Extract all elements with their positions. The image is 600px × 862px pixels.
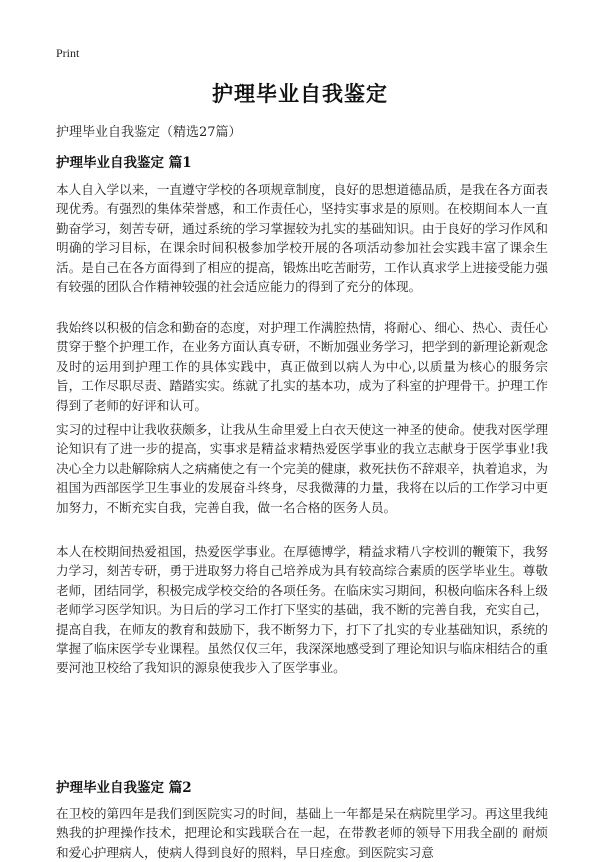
page-title: 护理毕业自我鉴定 — [212, 81, 388, 106]
paragraph-1: 本人自入学以来，一直遵守学校的各项规章制度，良好的思想道德品质，是我在各方面表现优秀。有强烈的集体荣誉感，和工作责任心，坚持实事求是的原则。在校期间本人一直勤奋学习，刻苦专研，通过系统的学习掌握较为扎实的基础知识。由于良好的学习作风和明确的学习目标，在课余时间积极参加学校开展的各项活动参加社会实践丰富了课余生活。是自己在各方面得到了相应的提高，锻炼出吃苦耐劳，工作认真求学上进接受能力强有较强的团队合作精神较强的社会适应能力的得到了充分的体现。 — [56, 182, 548, 295]
paragraph-3: 实习的过程中让我收获颇多，让我从生命里爱上白衣天使这一神圣的使命。使我对医学理论知识有了进一步的提高，实事求是精益求精热爱医学事业的我立志献身于医学事业!我决心全力以赴解除病人之病痛使之有一个完美的健康，救死扶伤不辞艰辛，执着追求，为祖国为西部医学卫生事业的发展奋斗终身，尽我微薄的力量，我将在以后的工作学习中更加努力，不断充实自我，完善自我，做一名合格的医务人员。 — [56, 422, 548, 515]
paragraph-4: 本人在校期间热爱祖国，热爱医学事业。在厚德博学，精益求精八字校训的鞭策下，我努力学习，刻苦专研，勇于进取努力将自己培养成为具有较高综合素质的医学毕业生。尊敬老师，团结同学，积极完成学校交给的各项任务。在临床实习期间，积极向临床各科上级老师学习医学知识。为日后的学习工作打下坚实的基础，我不断的完善自我，充实自己，提高自我，在师友的教育和鼓励下，我不断努力下，打下了扎实的专业基础知识，系统的掌握了临床医学专业课程。虽然仅仅三年，我深深地感受到了理论知识与临床相结合的重要河池卫校给了我知识的源泉使我步入了医学事业。 — [56, 544, 548, 676]
paragraph-2: 我始终以积极的信念和勤奋的态度，对护理工作满腔热情，将耐心、细心、热心、责任心贯穿于整个护理工作，在业务方面认真专研，不断加强业务学习，把学到的新理论新观念及时的运用到护理工作的具体实践中，真正做到以病人为中心,以质量为核心的服务宗旨，工作尽职尽责、踏踏实实。练就了扎实的基本功，成为了科室的护理骨干。护理工作得到了老师的好评和认可。 — [56, 320, 548, 413]
paragraph-5: 在卫校的第四年是我们到医院实习的时间，基础上一年都是呆在病院里学习。再这里我纯熟我的护理操作技术，把理论和实践联合在一起，在带教老师的领导下用我全副的 耐烦和爱心护理病人，使病人得到良好的照料，早日痊愈。到医院实习意 — [56, 806, 548, 860]
section-heading-2: 护理毕业自我鉴定 篇2 — [56, 780, 192, 796]
document-subtitle: 护理毕业自我鉴定（精选27篇） — [56, 125, 242, 140]
section-heading-1: 护理毕业自我鉴定 篇1 — [56, 155, 192, 171]
print-link[interactable]: Print — [56, 46, 80, 60]
